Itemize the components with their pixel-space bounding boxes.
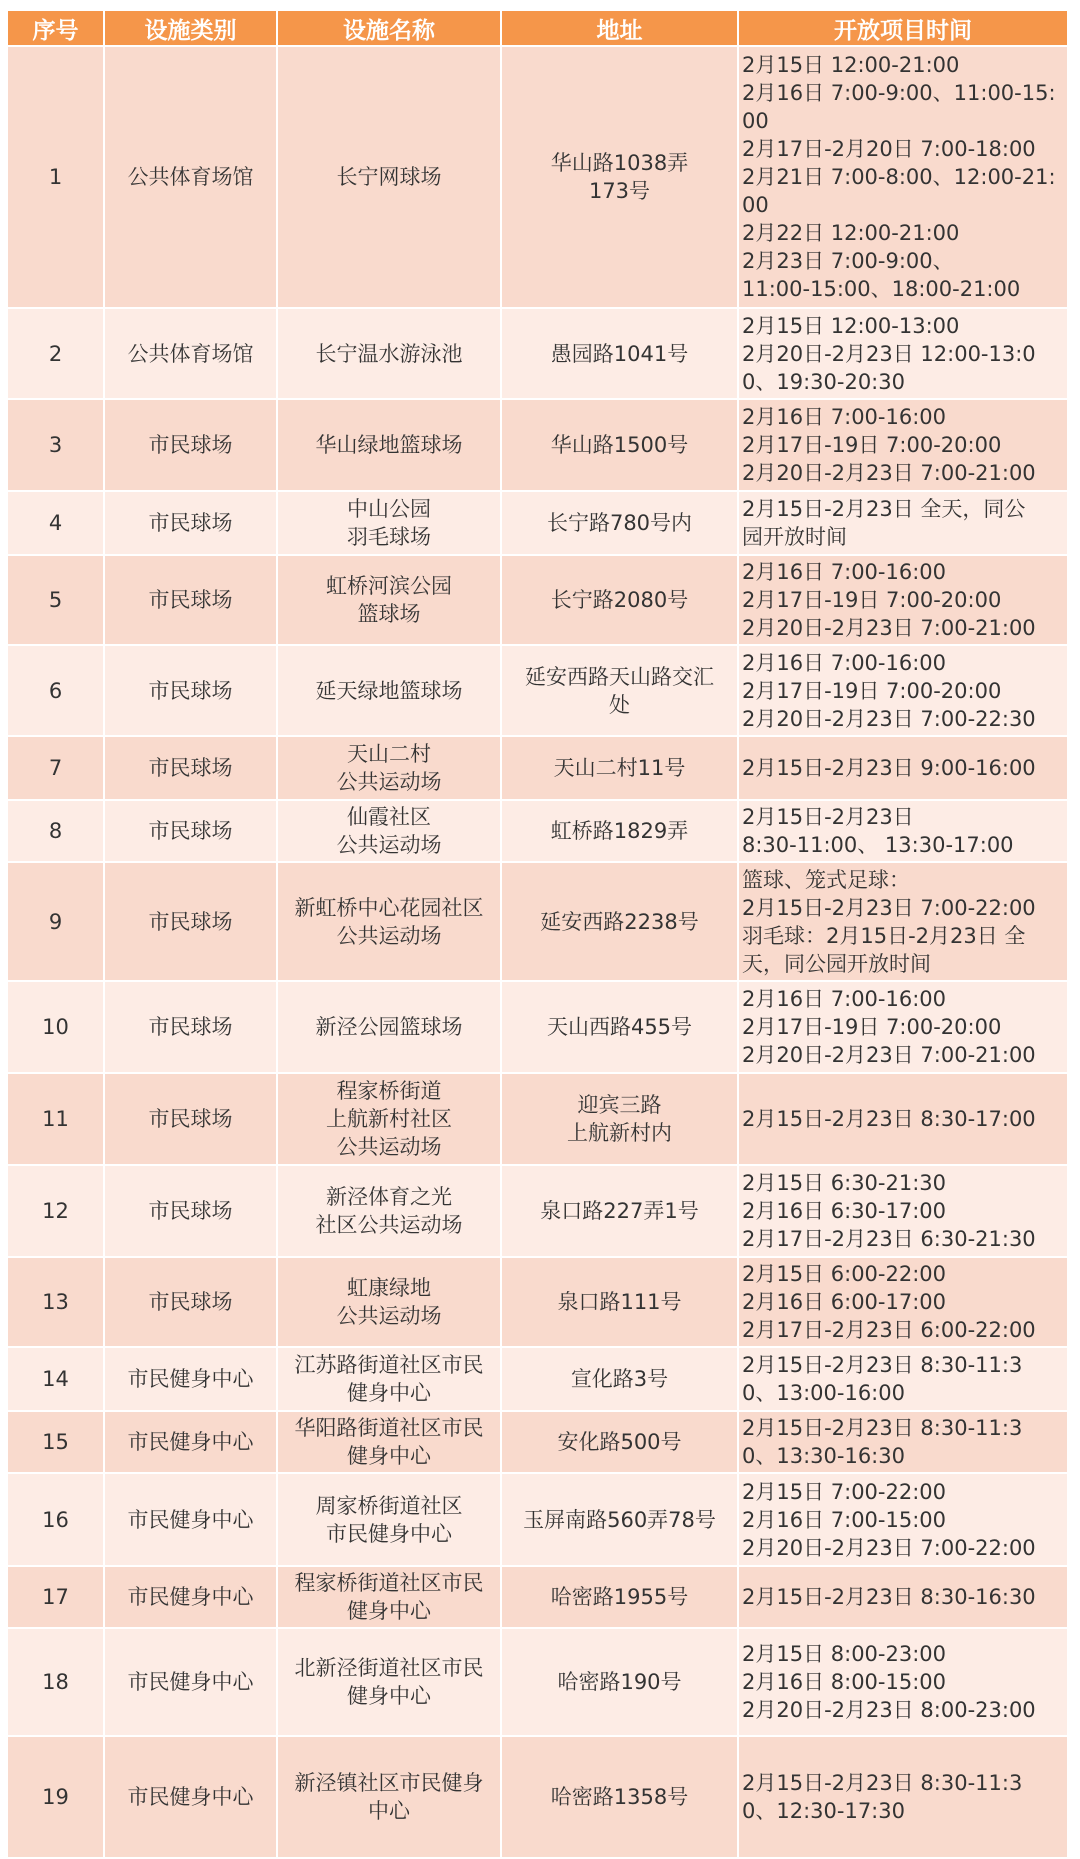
cell-time: 2月15日 12:00-13:00 2月20日-2月23日 12:00-13:0 0、19:30-20:30 [739, 309, 1067, 398]
cell-no: 12 [8, 1166, 103, 1256]
table-row [8, 863, 1067, 980]
facility-schedule-table [6, 9, 1069, 1859]
cell-type: 市民健身中心 [105, 1737, 276, 1857]
cell-name: 周家桥街道社区 市民健身中心 [278, 1474, 500, 1565]
header-type: 设施类别 [105, 11, 276, 45]
cell-name: 延天绿地篮球场 [278, 646, 500, 735]
cell-time: 2月16日 7:00-16:00 2月17日-19日 7:00-20:00 2月20日-2月23日 7:00-22:30 [739, 646, 1067, 735]
cell-type: 市民球场 [105, 982, 276, 1072]
cell-time: 2月15日 12:00-21:00 2月16日 7:00-9:00、11:00-15: 00 2月17日-2月20日 7:00-18:00 2月21日 7:00-8:00、12:00-21: 00 2月22日 12:00-21:00 2月23日 7:00-9:00、 11:00-15:00、18:00-21:00 [739, 47, 1067, 307]
header-name: 设施名称 [278, 11, 500, 45]
table-row [8, 646, 1067, 735]
table-row [8, 1737, 1067, 1857]
table-row [8, 1348, 1067, 1410]
cell-address: 泉口路227弄1号 [502, 1166, 737, 1256]
cell-type: 市民球场 [105, 863, 276, 980]
cell-no: 6 [8, 646, 103, 735]
header-address: 地址 [502, 11, 737, 45]
header-time: 开放项目时间 [739, 11, 1067, 45]
table-row [8, 1166, 1067, 1256]
table-row [8, 492, 1067, 554]
cell-time: 2月15日-2月23日 全天，同公 园开放时间 [739, 492, 1067, 554]
cell-time: 2月15日-2月23日 8:30-11:3 0、13:30-16:30 [739, 1412, 1067, 1472]
table-row [8, 309, 1067, 398]
cell-name: 中山公园 羽毛球场 [278, 492, 500, 554]
cell-time: 2月15日 7:00-22:00 2月16日 7:00-15:00 2月20日-2月23日 7:00-22:00 [739, 1474, 1067, 1565]
cell-type: 市民球场 [105, 556, 276, 644]
cell-time: 2月15日-2月23日 9:00-16:00 [739, 737, 1067, 799]
cell-type: 市民健身中心 [105, 1348, 276, 1410]
cell-type: 市民球场 [105, 400, 276, 490]
cell-time: 2月15日 8:00-23:00 2月16日 8:00-15:00 2月20日-2月23日 8:00-23:00 [739, 1629, 1067, 1735]
table-row [8, 982, 1067, 1072]
table-row [8, 556, 1067, 644]
table-row [8, 1074, 1067, 1164]
cell-no: 10 [8, 982, 103, 1072]
cell-address: 哈密路1955号 [502, 1567, 737, 1627]
cell-type: 公共体育场馆 [105, 309, 276, 398]
cell-type: 市民健身中心 [105, 1474, 276, 1565]
cell-time: 2月15日-2月23日 8:30-11:3 0、12:30-17:30 [739, 1737, 1067, 1857]
cell-no: 18 [8, 1629, 103, 1735]
cell-no: 14 [8, 1348, 103, 1410]
cell-name: 程家桥街道社区市民 健身中心 [278, 1567, 500, 1627]
cell-address: 愚园路1041号 [502, 309, 737, 398]
cell-time: 2月15日-2月23日 8:30-11:3 0、13:00-16:00 [739, 1348, 1067, 1410]
cell-name: 江苏路街道社区市民 健身中心 [278, 1348, 500, 1410]
cell-type: 市民球场 [105, 1258, 276, 1346]
table-row [8, 1412, 1067, 1472]
cell-no: 9 [8, 863, 103, 980]
cell-name: 华阳路街道社区市民 健身中心 [278, 1412, 500, 1472]
cell-address: 天山二村11号 [502, 737, 737, 799]
cell-name: 长宁网球场 [278, 47, 500, 307]
cell-time: 2月16日 7:00-16:00 2月17日-19日 7:00-20:00 2月20日-2月23日 7:00-21:00 [739, 400, 1067, 490]
table-row [8, 1629, 1067, 1735]
cell-no: 17 [8, 1567, 103, 1627]
cell-type: 市民球场 [105, 737, 276, 799]
cell-type: 市民球场 [105, 646, 276, 735]
cell-address: 长宁路2080号 [502, 556, 737, 644]
cell-name: 长宁温水游泳池 [278, 309, 500, 398]
cell-no: 15 [8, 1412, 103, 1472]
cell-type: 市民健身中心 [105, 1412, 276, 1472]
cell-address: 延安西路2238号 [502, 863, 737, 980]
cell-address: 玉屏南路560弄78号 [502, 1474, 737, 1565]
cell-name: 新泾公园篮球场 [278, 982, 500, 1072]
table-row [8, 1474, 1067, 1565]
cell-time: 2月15日 6:30-21:30 2月16日 6:30-17:00 2月17日-2月23日 6:30-21:30 [739, 1166, 1067, 1256]
cell-type: 市民球场 [105, 1074, 276, 1164]
cell-address: 泉口路111号 [502, 1258, 737, 1346]
cell-type: 公共体育场馆 [105, 47, 276, 307]
cell-no: 11 [8, 1074, 103, 1164]
cell-name: 新泾镇社区市民健身 中心 [278, 1737, 500, 1857]
cell-type: 市民健身中心 [105, 1629, 276, 1735]
cell-no: 19 [8, 1737, 103, 1857]
table-row [8, 1567, 1067, 1627]
cell-address: 华山路1038弄 173号 [502, 47, 737, 307]
cell-no: 13 [8, 1258, 103, 1346]
cell-time: 2月15日 6:00-22:00 2月16日 6:00-17:00 2月17日-2月23日 6:00-22:00 [739, 1258, 1067, 1346]
cell-name: 北新泾街道社区市民 健身中心 [278, 1629, 500, 1735]
cell-time: 2月16日 7:00-16:00 2月17日-19日 7:00-20:00 2月20日-2月23日 7:00-21:00 [739, 556, 1067, 644]
cell-time: 2月15日-2月23日 8:30-11:00、 13:30-17:00 [739, 801, 1067, 861]
cell-address: 华山路1500号 [502, 400, 737, 490]
cell-time: 2月16日 7:00-16:00 2月17日-19日 7:00-20:00 2月20日-2月23日 7:00-21:00 [739, 982, 1067, 1072]
cell-name: 仙霞社区 公共运动场 [278, 801, 500, 861]
cell-name: 天山二村 公共运动场 [278, 737, 500, 799]
cell-name: 虹康绿地 公共运动场 [278, 1258, 500, 1346]
cell-address: 宣化路3号 [502, 1348, 737, 1410]
cell-address: 迎宾三路 上航新村内 [502, 1074, 737, 1164]
cell-name: 新泾体育之光 社区公共运动场 [278, 1166, 500, 1256]
table-row [8, 737, 1067, 799]
cell-type: 市民健身中心 [105, 1567, 276, 1627]
cell-address: 延安西路天山路交汇 处 [502, 646, 737, 735]
cell-no: 2 [8, 309, 103, 398]
table-row [8, 1258, 1067, 1346]
cell-name: 程家桥街道 上航新村社区 公共运动场 [278, 1074, 500, 1164]
cell-no: 16 [8, 1474, 103, 1565]
cell-no: 5 [8, 556, 103, 644]
cell-time: 篮球、笼式足球： 2月15日-2月23日 7:00-22:00 羽毛球：2月15日-2月23日 全 天，同公园开放时间 [739, 863, 1067, 980]
cell-no: 3 [8, 400, 103, 490]
cell-address: 安化路500号 [502, 1412, 737, 1472]
cell-no: 4 [8, 492, 103, 554]
table-header-row [8, 11, 1067, 45]
table-row [8, 47, 1067, 307]
cell-address: 哈密路190号 [502, 1629, 737, 1735]
cell-type: 市民球场 [105, 1166, 276, 1256]
cell-name: 华山绿地篮球场 [278, 400, 500, 490]
header-no: 序号 [8, 11, 103, 45]
cell-time: 2月15日-2月23日 8:30-17:00 [739, 1074, 1067, 1164]
cell-no: 7 [8, 737, 103, 799]
cell-address: 哈密路1358号 [502, 1737, 737, 1857]
cell-address: 虹桥路1829弄 [502, 801, 737, 861]
cell-no: 1 [8, 47, 103, 307]
cell-name: 虹桥河滨公园 篮球场 [278, 556, 500, 644]
table-row [8, 400, 1067, 490]
table-row [8, 801, 1067, 861]
cell-address: 长宁路780号内 [502, 492, 737, 554]
cell-no: 8 [8, 801, 103, 861]
cell-address: 天山西路455号 [502, 982, 737, 1072]
cell-type: 市民球场 [105, 801, 276, 861]
cell-name: 新虹桥中心花园社区 公共运动场 [278, 863, 500, 980]
cell-time: 2月15日-2月23日 8:30-16:30 [739, 1567, 1067, 1627]
cell-type: 市民球场 [105, 492, 276, 554]
